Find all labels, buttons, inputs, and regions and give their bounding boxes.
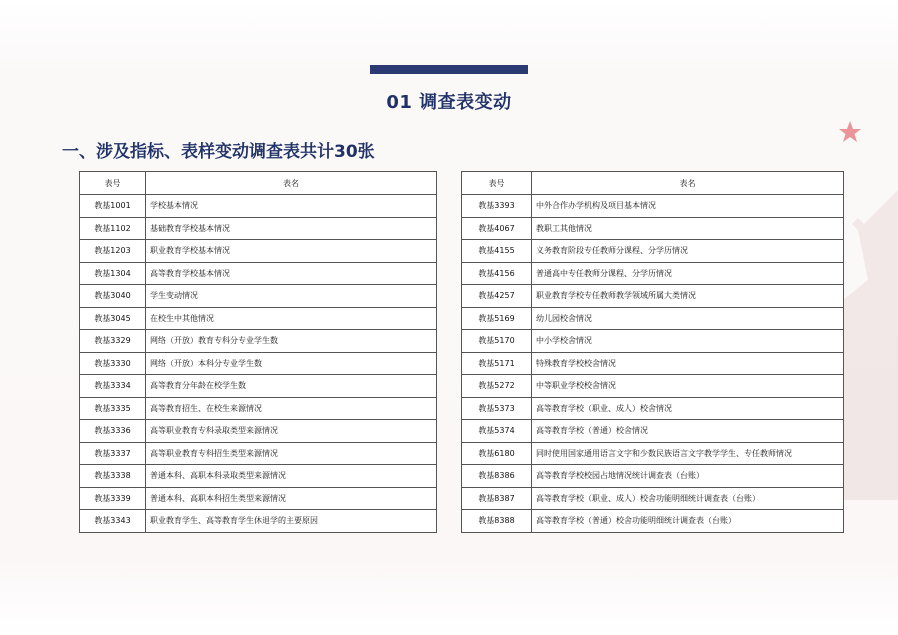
table-row xyxy=(80,487,437,510)
table-name-cell: 高等教育招生、在校生来源情况 xyxy=(146,397,437,420)
table-row xyxy=(462,195,844,218)
table-name-cell: 网络（开放）教育专科分专业学生数 xyxy=(146,330,437,353)
table-code-cell: 教基3330 xyxy=(80,352,146,375)
table-name-cell: 职业教育学生、高等教育学生休退学的主要原因 xyxy=(146,510,437,533)
table-name-cell: 幼儿园校舍情况 xyxy=(532,307,844,330)
table-code-cell: 教基3335 xyxy=(80,397,146,420)
table-code-cell: 教基3045 xyxy=(80,307,146,330)
survey-table-right xyxy=(461,171,844,533)
table-row xyxy=(80,397,437,420)
table-code-cell: 教基6180 xyxy=(462,442,532,465)
header-accent-bar xyxy=(370,65,528,74)
table-code-cell: 教基5169 xyxy=(462,307,532,330)
table-name-cell: 职业教育学校基本情况 xyxy=(146,240,437,263)
table-name-cell: 中小学校舍情况 xyxy=(532,330,844,353)
table-name-cell: 高等教育学校基本情况 xyxy=(146,262,437,285)
table-row xyxy=(462,397,844,420)
table-code-cell: 教基3329 xyxy=(80,330,146,353)
table-name-cell: 职业教育学校专任教师教学领域所属大类情况 xyxy=(532,285,844,308)
table-row xyxy=(462,465,844,488)
table-row xyxy=(80,420,437,443)
table-name-cell: 高等职业教育专科招生类型来源情况 xyxy=(146,442,437,465)
table-name-cell: 普通本科、高职本科录取类型来源情况 xyxy=(146,465,437,488)
table-code-cell: 教基3334 xyxy=(80,375,146,398)
table-code-cell: 教基5374 xyxy=(462,420,532,443)
table-name-cell: 高等教育学校（普通）校舍功能明细统计调查表（台账） xyxy=(532,510,844,533)
table-row xyxy=(462,240,844,263)
column-header-code: 表号 xyxy=(80,172,146,195)
table-name-cell: 普通高中专任教师分课程、分学历情况 xyxy=(532,262,844,285)
table-row xyxy=(462,330,844,353)
table-code-cell: 教基3040 xyxy=(80,285,146,308)
table-code-cell: 教基3339 xyxy=(80,487,146,510)
table-row xyxy=(80,285,437,308)
table-name-cell: 高等教育学校（普通）校舍情况 xyxy=(532,420,844,443)
column-header-name: 表名 xyxy=(532,172,844,195)
table-row xyxy=(462,487,844,510)
table-row xyxy=(80,217,437,240)
table-row xyxy=(462,262,844,285)
table-row xyxy=(462,352,844,375)
table-code-cell: 教基5170 xyxy=(462,330,532,353)
table-row xyxy=(80,442,437,465)
table-name-cell: 高等教育分年龄在校学生数 xyxy=(146,375,437,398)
table-name-cell: 网络（开放）本科分专业学生数 xyxy=(146,352,437,375)
table-code-cell: 教基8386 xyxy=(462,465,532,488)
table-name-cell: 义务教育阶段专任教师分课程、分学历情况 xyxy=(532,240,844,263)
table-row xyxy=(80,262,437,285)
column-header-code: 表号 xyxy=(462,172,532,195)
table-code-cell: 教基5373 xyxy=(462,397,532,420)
column-header-name: 表名 xyxy=(146,172,437,195)
table-code-cell: 教基8387 xyxy=(462,487,532,510)
table-code-cell: 教基5272 xyxy=(462,375,532,398)
table-name-cell: 中等职业学校校舍情况 xyxy=(532,375,844,398)
table-header-row xyxy=(80,172,437,195)
table-code-cell: 教基1203 xyxy=(80,240,146,263)
table-row xyxy=(462,510,844,533)
table-row xyxy=(80,330,437,353)
table-code-cell: 教基1001 xyxy=(80,195,146,218)
table-code-cell: 教基4257 xyxy=(462,285,532,308)
survey-table-left xyxy=(79,171,437,533)
table-code-cell: 教基3338 xyxy=(80,465,146,488)
table-row xyxy=(80,307,437,330)
section-subtitle: 一、涉及指标、表样变动调查表共计30张 xyxy=(62,142,375,162)
table-name-cell: 特殊教育学校校舍情况 xyxy=(532,352,844,375)
table-row xyxy=(80,240,437,263)
table-name-cell: 在校生中其他情况 xyxy=(146,307,437,330)
table-name-cell: 高等职业教育专科录取类型来源情况 xyxy=(146,420,437,443)
table-row xyxy=(462,375,844,398)
table-row xyxy=(80,510,437,533)
table-row xyxy=(80,195,437,218)
table-name-cell: 中外合作办学机构及项目基本情况 xyxy=(532,195,844,218)
table-code-cell: 教基4067 xyxy=(462,217,532,240)
table-code-cell: 教基3337 xyxy=(80,442,146,465)
table-row xyxy=(80,465,437,488)
table-name-cell: 普通本科、高职本科招生类型来源情况 xyxy=(146,487,437,510)
table-header-row xyxy=(462,172,844,195)
table-row xyxy=(80,352,437,375)
table-row xyxy=(462,442,844,465)
star-icon xyxy=(838,120,862,144)
table-code-cell: 教基3393 xyxy=(462,195,532,218)
table-code-cell: 教基8388 xyxy=(462,510,532,533)
table-name-cell: 高等教育学校（职业、成人）校舍功能明细统计调查表（台账） xyxy=(532,487,844,510)
table-name-cell: 高等教育学校校园占地情况统计调查表（台账） xyxy=(532,465,844,488)
table-name-cell: 基础教育学校基本情况 xyxy=(146,217,437,240)
table-code-cell: 教基4155 xyxy=(462,240,532,263)
table-name-cell: 教职工其他情况 xyxy=(532,217,844,240)
table-row xyxy=(462,217,844,240)
table-row xyxy=(462,285,844,308)
table-row xyxy=(80,375,437,398)
table-code-cell: 教基1102 xyxy=(80,217,146,240)
section-title: 01 调查表变动 xyxy=(386,92,512,113)
table-code-cell: 教基3336 xyxy=(80,420,146,443)
table-name-cell: 高等教育学校（职业、成人）校舍情况 xyxy=(532,397,844,420)
table-code-cell: 教基3343 xyxy=(80,510,146,533)
table-code-cell: 教基1304 xyxy=(80,262,146,285)
table-name-cell: 同时使用国家通用语言文字和少数民族语言文字教学学生、专任教师情况 xyxy=(532,442,844,465)
table-row xyxy=(462,307,844,330)
table-code-cell: 教基4156 xyxy=(462,262,532,285)
table-name-cell: 学校基本情况 xyxy=(146,195,437,218)
table-name-cell: 学生变动情况 xyxy=(146,285,437,308)
table-code-cell: 教基5171 xyxy=(462,352,532,375)
table-row xyxy=(462,420,844,443)
